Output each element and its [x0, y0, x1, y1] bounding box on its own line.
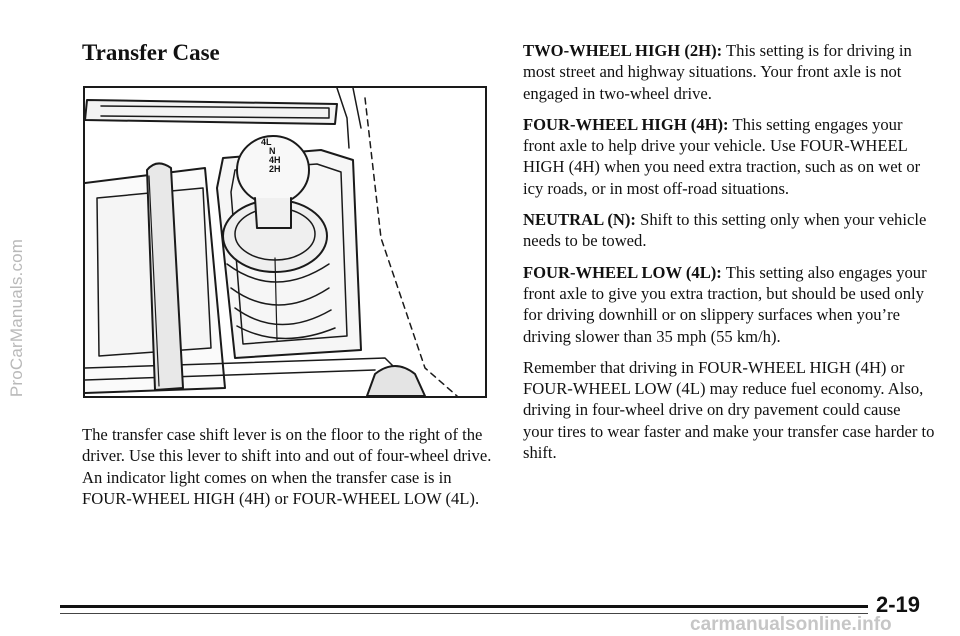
- shifter-pattern-label: [261, 138, 281, 174]
- side-watermark-text: ProCarManuals.com: [7, 238, 26, 398]
- side-watermark: [2, 0, 32, 636]
- section-title: Transfer Case: [82, 40, 220, 65]
- footer-rule: [60, 605, 868, 608]
- setting-text: Shift to this setting only when your vehicle needs to be towed.: [523, 210, 927, 251]
- shifter-position-n: N: [269, 146, 276, 156]
- setting-term: TWO-WHEEL HIGH (2H):: [523, 41, 723, 60]
- setting-term: NEUTRAL (N):: [523, 210, 636, 230]
- setting-four-wheel-low: [523, 262, 935, 347]
- setting-term: FOUR-WHEEL LOW (4L):: [523, 262, 722, 282]
- closing-paragraph: Remember that driving in FOUR-WHEEL HIGH (4H) or FOUR-WHEEL LOW (4L) may reduce fuel economy. Also, driving in four-wheel drive on dry pavement could cause your tires to wear faster and make your transfer case harder to shift.: [523, 357, 935, 463]
- setting-neutral: [523, 209, 935, 252]
- page-number: 2-19: [876, 592, 921, 617]
- transfer-case-illustration: [83, 86, 487, 398]
- setting-text: This setting engages your front axle to help drive your vehicle. Use FOUR-WHEEL HIGH (4H) when you need extra traction, such as on wet or icy roads, or in most off-road situations.: [523, 114, 921, 198]
- setting-two-wheel-high: [523, 40, 935, 104]
- setting-text: This setting also engages your front axle to give you extra traction, but should be used only for driving downhill or on slippery surfaces when you’re driving slower than 35 mph (55 km/h).: [523, 262, 927, 346]
- setting-four-wheel-high: [523, 114, 935, 199]
- shifter-position-4l: 4L: [261, 137, 272, 147]
- transfer-case-description: The transfer case shift lever is on the floor to the right of the driver. Use this lever to shift into and out of four-wheel drive. An indicator light comes on when the transfer case is in FOUR-WHEEL HIGH (4H) or FOUR-WHEEL LOW (4L).: [82, 425, 492, 508]
- shifter-position-2h: 2H: [269, 164, 281, 174]
- settings-column: [523, 40, 935, 473]
- setting-text: This setting is for driving in most street and highway situations. Your front axle is not engaged in two-wheel drive.: [523, 41, 912, 103]
- setting-term: FOUR-WHEEL HIGH (4H):: [523, 114, 729, 134]
- shifter-position-4h: 4H: [269, 155, 281, 165]
- bottom-watermark: carmanualsonline.info: [690, 614, 892, 635]
